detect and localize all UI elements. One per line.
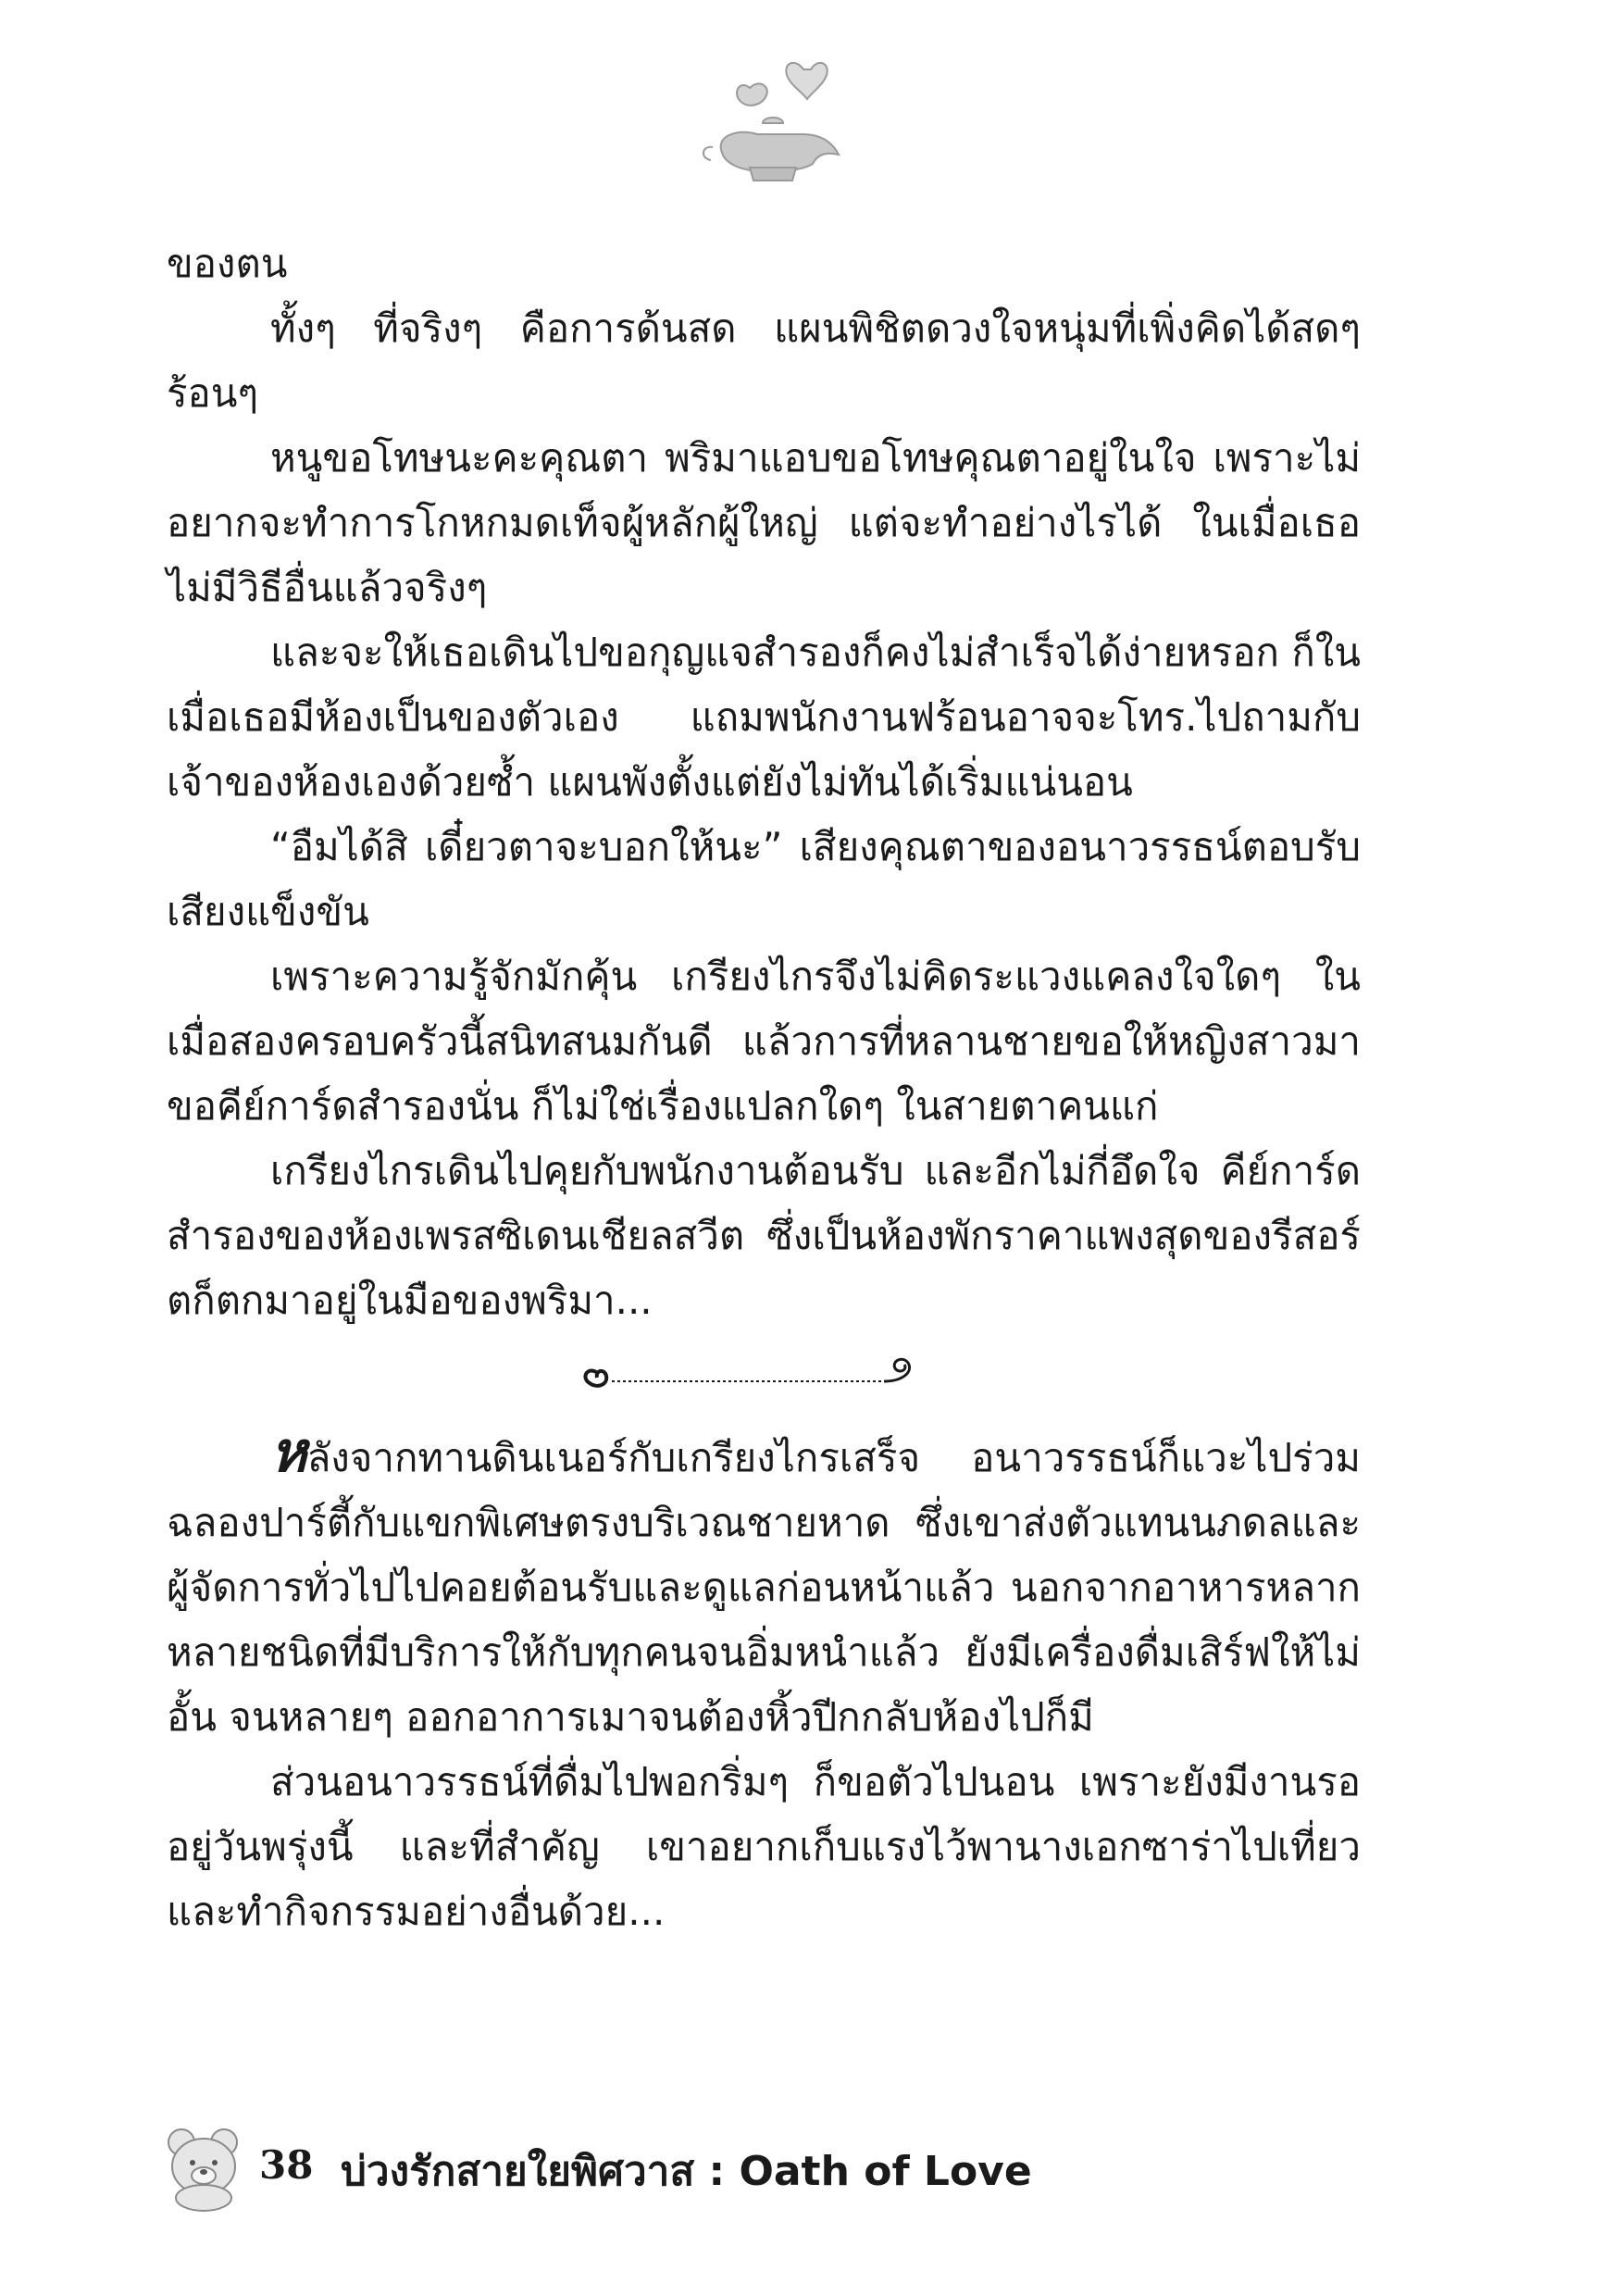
paragraph-2: ทั้งๆ ที่จริงๆ คือการด้นสด แผนพิชิตดวงใจหนุ่มที่เพิ่งคิดได้สดๆ ร้อนๆ <box>167 306 1361 416</box>
page-footer <box>157 2120 1361 2222</box>
heart-swirl-divider-icon <box>579 1350 930 1405</box>
drop-cap: ห <box>270 1420 307 1485</box>
paragraph-9: ส่วนอนาวรรธน์ที่ดื่มไปพอกริ่มๆ ก็ขอตัวไปนอน เพราะยังมีงานรออยู่วันพรุ่งนี้ และที่สำคัญ เขาอยากเก็บแรงไว้พานางเอกซาร่าไปเที่ยวและทำกิจกรรมอย่างอื่นด้วย... <box>167 1759 1361 1934</box>
paragraph-8 <box>167 1420 1361 1750</box>
body-text <box>167 231 1361 1944</box>
paragraph-8-text: ลังจากทานดินเนอร์กับเกรียงไกรเสร็จ อนาวรรธน์ก็แวะไปร่วมฉลองปาร์ตี้กับแขกพิเศษตรงบริเวณชายหาด ซึ่งเขาส่งตัวแทนนภดลและผู้จัดการทั่วไปไปคอยต้อนรับและดูแลก่อนหน้าแล้ว นอกจากอาหารหลากหลายชนิดที่มีบริการให้กับทุกคนจนอิ่มหนำแล้ว ยังมีเครื่องดื่มเสิร์ฟให้ไม่อั้น จนหลายๆ ออกอาการเมาจนต้องหิ้วปีกกลับห้องไปก็มี <box>167 1435 1361 1740</box>
book-title: บ่วงรักสายใยพิศวาส : Oath of Love <box>341 2148 1032 2195</box>
paragraph-4: และจะให้เธอเดินไปขอกุญแจสำรองก็คงไม่สำเร็จได้ง่ายหรอก ก็ในเมื่อเธอมีห้องเป็นของตัวเอง แถมพนักงานฟร้อนอาจจะโทร.ไปถามกับเจ้าของห้องเองด้วยซ้ำ แผนพังตั้งแต่ยังไม่ทันได้เริ่มแน่นอน <box>167 630 1361 805</box>
teddy-bear-icon <box>157 2120 250 2213</box>
page-number: 38 <box>259 2142 314 2188</box>
paragraph-1: ของตน <box>167 241 288 286</box>
paragraph-3: หนูขอโทษนะคะคุณตา พริมาแอบขอโทษคุณตาอยู่ในใจ เพราะไม่อยากจะทำการโกหกมดเท็จผู้หลักผู้ใหญ่ แต่จะทำอย่างไรได้ ในเมื่อเธอไม่มีวิธีอื่นแล้วจริงๆ <box>167 435 1361 610</box>
section-divider <box>167 1333 1361 1426</box>
genie-lamp-icon <box>694 51 852 190</box>
paragraph-6: เพราะความรู้จักมักคุ้น เกรียงไกรจึงไม่คิดระแวงแคลงใจใดๆ ในเมื่อสองครอบครัวนี้สนิทสนมกันดี แล้วการที่หลานชายขอให้หญิงสาวมาขอคีย์การ์ดสำรองนั่น ก็ไม่ใช่เรื่องแปลกใดๆ ในสายตาคนแก่ <box>167 954 1361 1129</box>
paragraph-5: “อืมได้สิ เดี๋ยวตาจะบอกให้นะ” เสียงคุณตาของอนาวรรธน์ตอบรับเสียงแข็งขัน <box>167 824 1361 934</box>
paragraph-7: เกรียงไกรเดินไปคุยกับพนักงานต้อนรับ และอีกไม่กี่อึดใจ คีย์การ์ดสำรองของห้องเพรสซิเดนเชียลสวีต ซึ่งเป็นห้องพักราคาแพงสุดของรีสอร์ตก็ตกมาอยู่ในมือของพริมา... <box>167 1148 1361 1323</box>
